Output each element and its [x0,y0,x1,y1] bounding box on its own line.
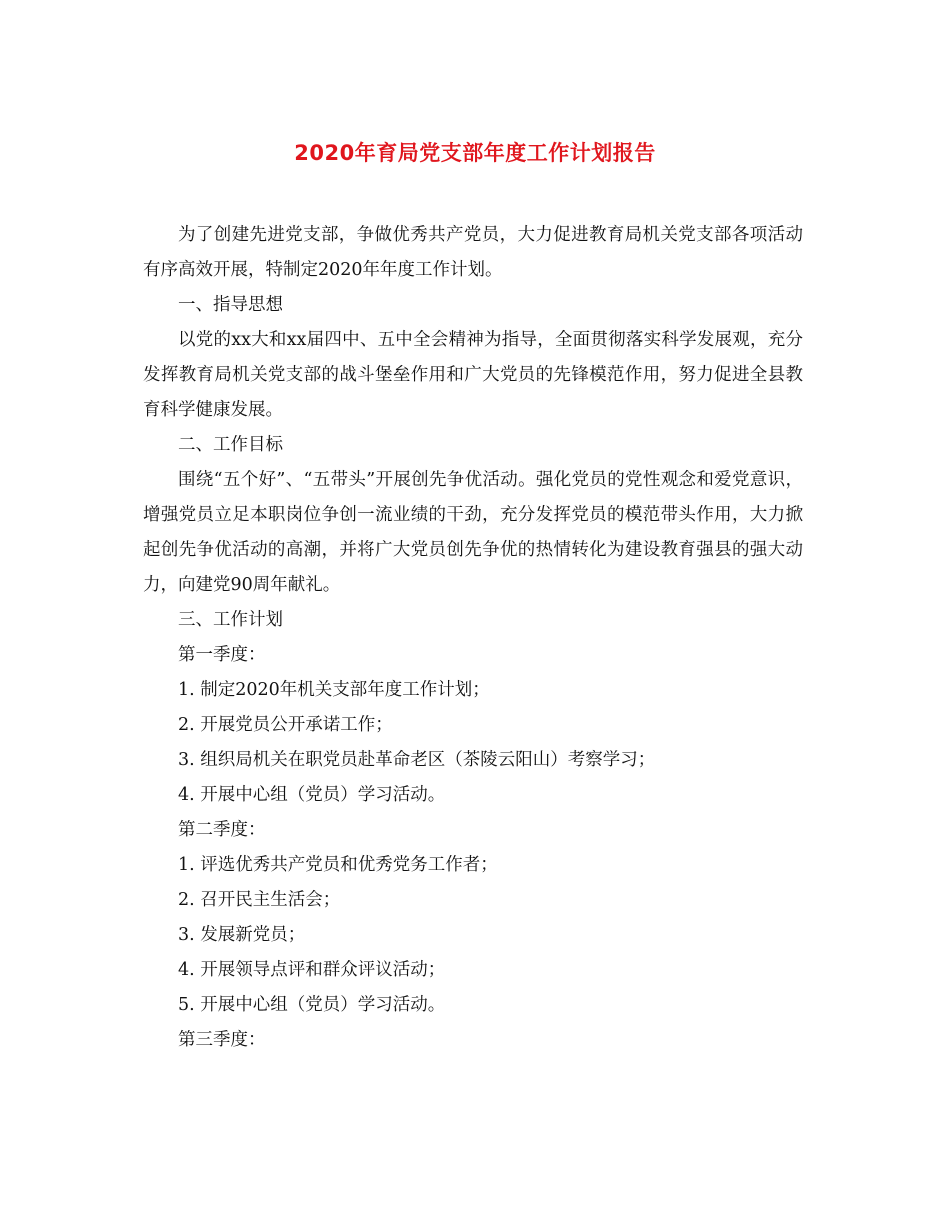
section-heading-work-goals: 二、工作目标 [178,435,283,455]
guiding-ideology-paragraph: 以党的xx大和xx届四中、五中全会精神为指导，全面贯彻落实科学发展观，充分发挥教育局机关党支部的战斗堡垒作用和广大党员的先锋模范作用，努力促进全县教育科学健康发展。 [143,330,803,420]
quarter-2-label: 第二季度： [178,820,266,840]
quarter-3-label: 第三季度： [178,1030,266,1050]
list-item: 3. 发展新党员； [178,925,306,945]
quarter-1-label: 第一季度： [178,645,266,665]
intro-paragraph: 为了创建先进党支部，争做优秀共产党员，大力促进教育局机关党支部各项活动有序高效开展，特制定2020年年度工作计划。 [143,225,803,280]
list-item: 1. 制定2020年机关支部年度工作计划； [178,680,490,700]
list-item: 4. 开展领导点评和群众评议活动； [178,960,446,980]
list-item: 2. 开展党员公开承诺工作； [178,715,393,735]
list-item: 3. 组织局机关在职党员赴革命老区（茶陵云阳山）考察学习； [178,750,656,770]
list-item: 2. 召开民主生活会； [178,890,341,910]
work-goals-paragraph: 围绕“五个好”、“五带头”开展创先争优活动。强化党员的党性观念和爱党意识，增强党员立足本职岗位争创一流业绩的干劲，充分发挥党员的模范带头作用，大力掀起创先争优活动的高潮，并将广大党员创先争优的热情转化为建设教育强县的强大动力，向建党90周年献礼。 [143,470,803,595]
list-item: 5. 开展中心组（党员）学习活动。 [178,995,446,1015]
document-body [143,218,803,1058]
document-title: 2020年育局党支部年度工作计划报告 [294,141,656,165]
section-heading-guiding-ideology: 一、指导思想 [178,295,283,315]
list-item: 1. 评选优秀共产党员和优秀党务工作者； [178,855,498,875]
list-item: 4. 开展中心组（党员）学习活动。 [178,785,446,805]
section-heading-work-plan: 三、工作计划 [178,610,283,630]
